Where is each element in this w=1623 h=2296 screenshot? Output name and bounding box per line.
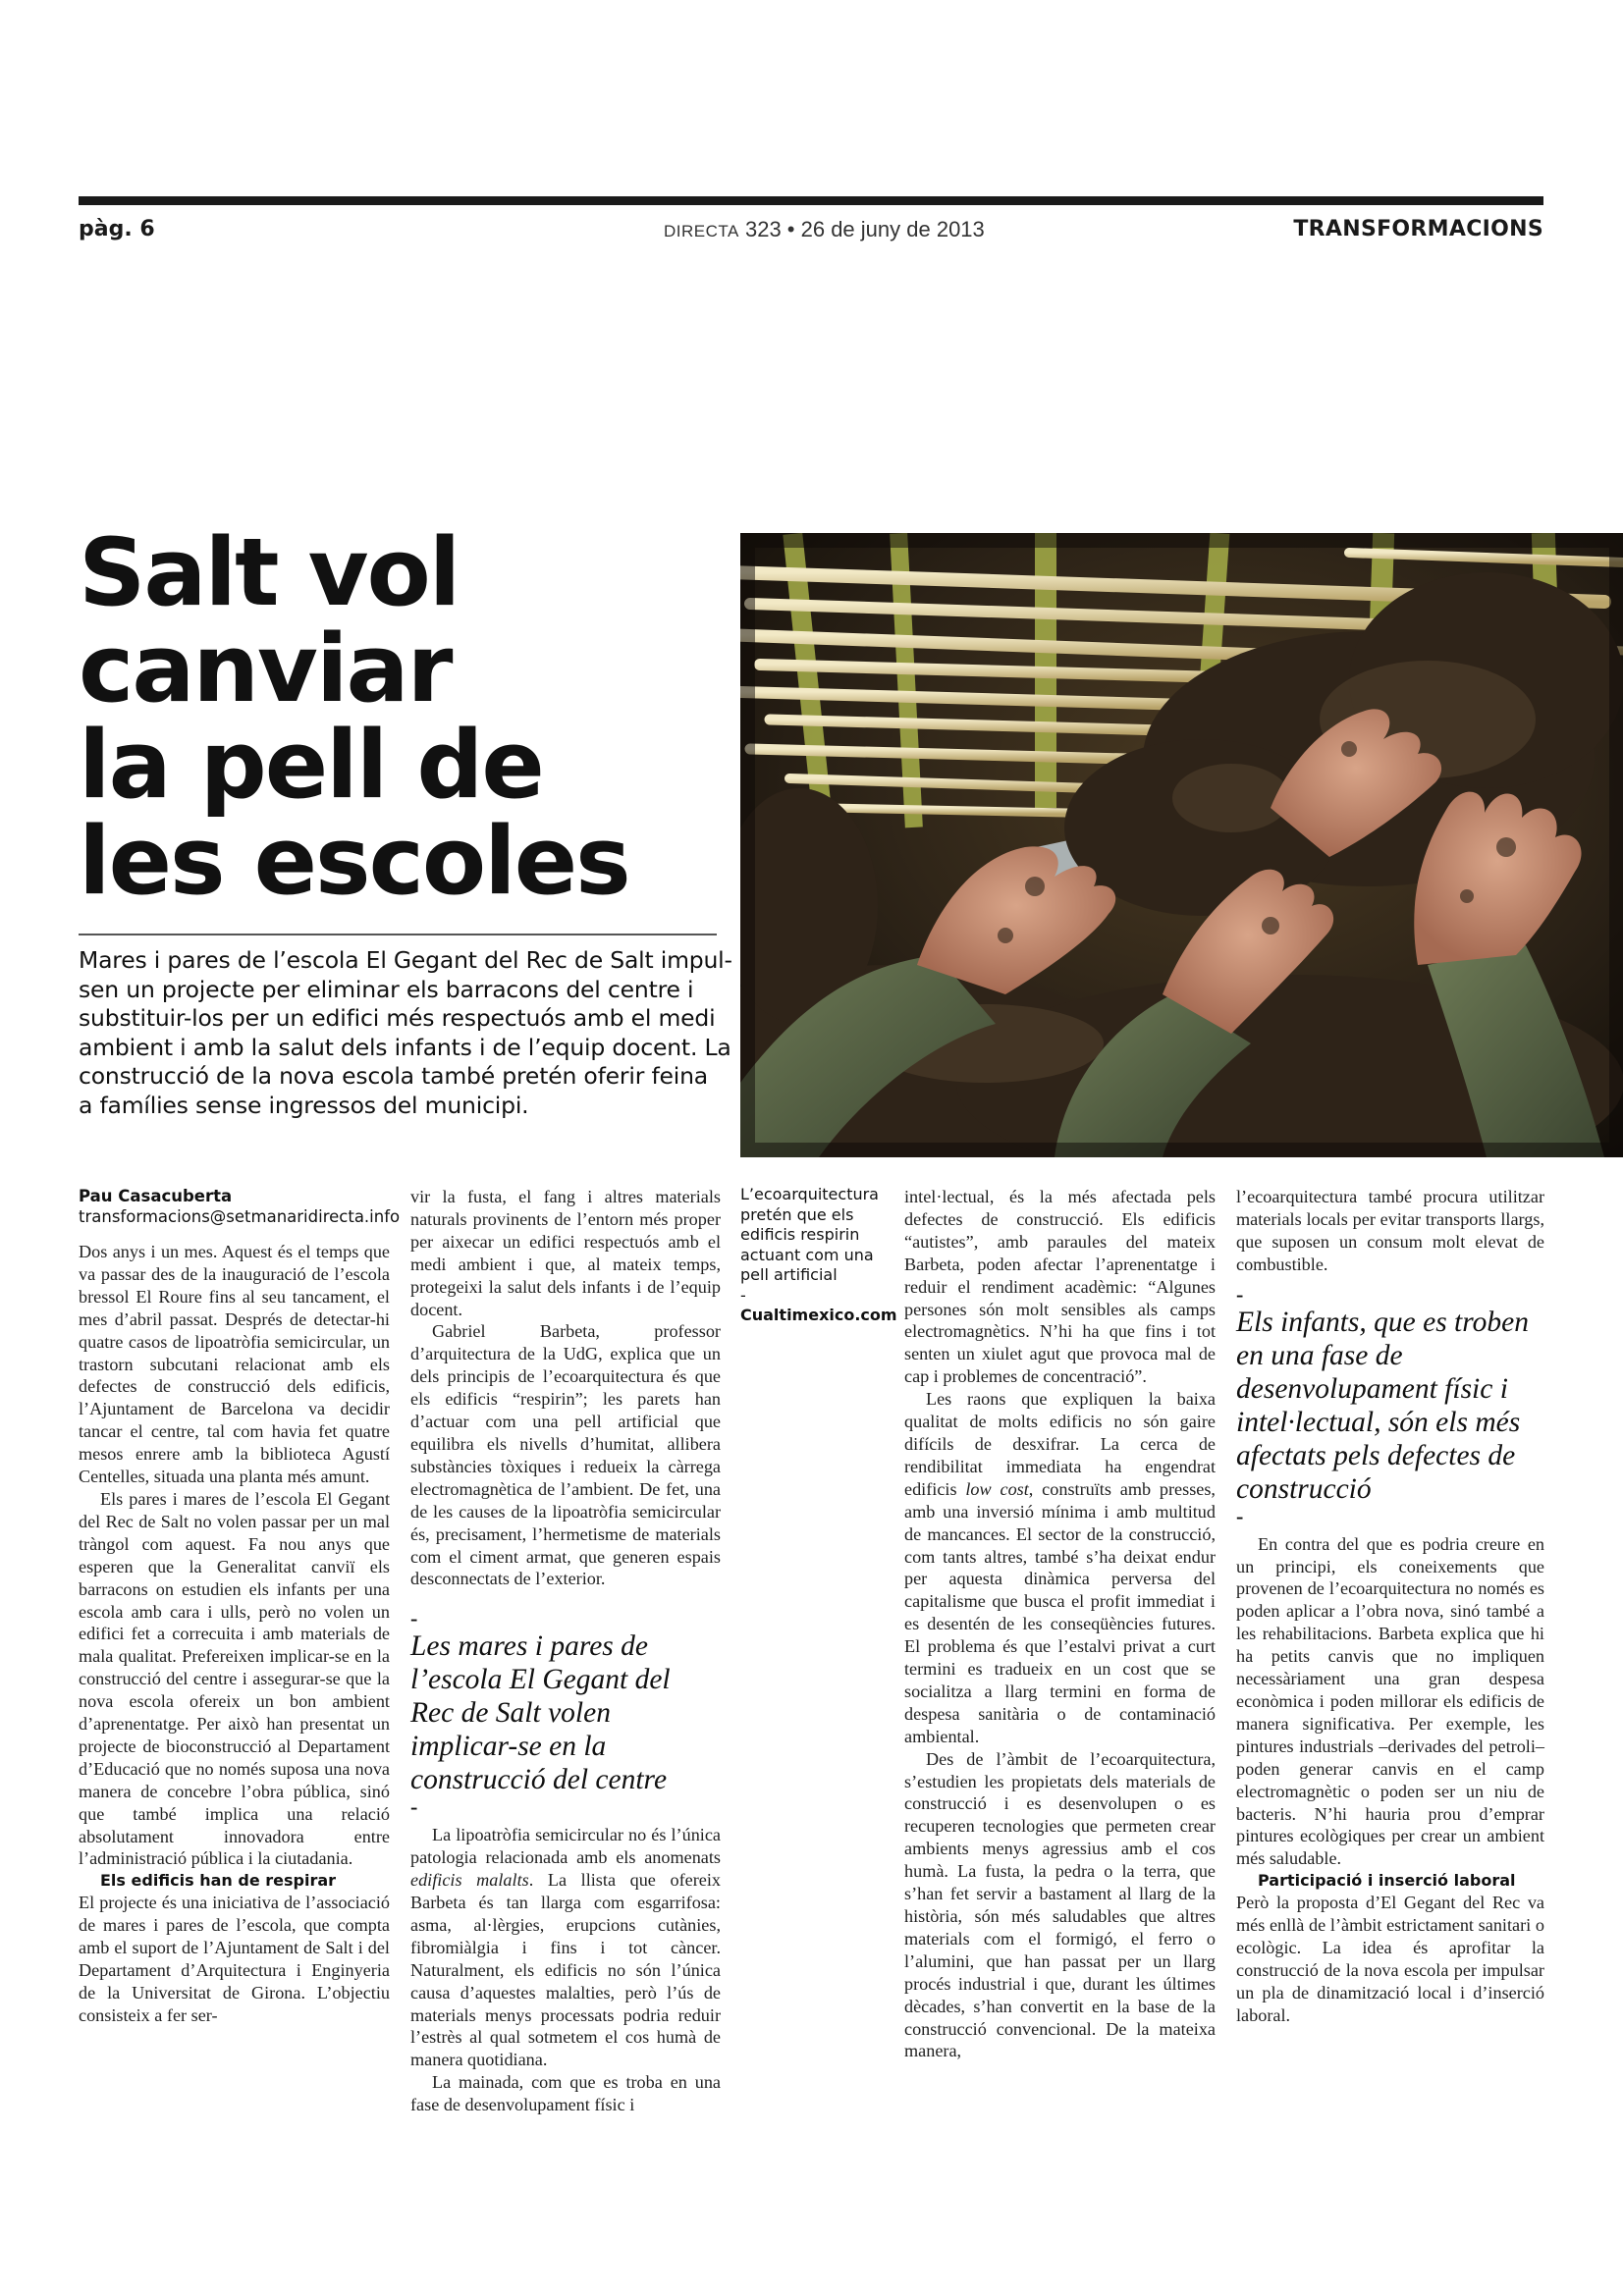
paragraph: Des de l’àmbit de l’ecoarquitectura, s’estudien les propietats dels materials de construcció i es desenvolupen o es recuperen tecnologies que permeten crear ambients menys agressius amb el cos humà. La fusta, la pedra o la terra, que s’han fet servir a bastament al llarg de la història, són més saludables que altres materials com el formigó, el ferro o l’alumini, que han passat per un llarg procés industrial i que, durant les últimes dècades, s’han convertit en la base de la construcció convencional. De la mateixa manera,: [904, 1748, 1216, 2061]
standfirst-line: substituir-los per un edifici més respectuós amb el medi: [79, 1004, 716, 1032]
pull-quote-dash: -: [1236, 1281, 1244, 1307]
standfirst: [79, 946, 732, 1120]
title-line: les escoles: [79, 808, 629, 916]
standfirst-line: ambient i amb la salut dels infants i de l’equip docent. La: [79, 1033, 731, 1061]
pull-quote: [1236, 1281, 1544, 1528]
emphasis: low cost: [965, 1478, 1029, 1499]
pull-quote: [410, 1608, 721, 1818]
article-title: [79, 519, 727, 916]
standfirst-line: Mares i pares de l’escola El Gegant del Rec de Salt impul-: [79, 946, 732, 974]
title-line: Salt vol: [79, 519, 460, 627]
column-3: [904, 1186, 1216, 2062]
subheading: Participació i inserció laboral: [1258, 1871, 1516, 1891]
issue-line: [664, 216, 985, 245]
paragraph: El projecte és una iniciativa de l’associació de mares i pares de l’escola, que compta amb el suport de l’Ajuntament de Salt i del Departament d’Arquitectura i Enginyeria de la Universitat de Girona. L’objectiu consisteix a fer ser-: [79, 1893, 390, 2025]
standfirst-line: sen un projecte per eliminar els barracons del centre i: [79, 975, 694, 1003]
page-number: pàg. 6: [79, 217, 155, 241]
paragraph: Però la proposta d’El Gegant del Rec va més enllà de l’àmbit estrictament sanitari o ecològic. La idea és aprofitar la construcció de la nova escola per impulsar un pla de dinamització local i d’inserció laboral.: [1236, 1893, 1544, 2025]
mud-and-bamboo-photo: [740, 533, 1623, 1157]
pull-quote-text: Les mares i pares de l’escola El Gegant del Rec de Salt volen implicar-se en la construcció del centre: [410, 1630, 671, 1796]
column-1: [79, 1186, 401, 2027]
paragraph-text: . La llista que ofereix Barbeta és tan llarga com esgarrifosa: asma, al·lèrgies, erupcions cutànies, fibromiàlgia i fins i tot càncer. Naturalment, els edificis no són l’única causa d’aquestes malalties, però l’ús de materials menys processats podria reduir l’estrès al qual sotmetem el cos humà de manera quotidiana.: [410, 1870, 721, 2070]
subheading: Els edificis han de respirar: [100, 1871, 337, 1891]
caption-text: L’ecoarquitectura pretén que els edificis respirin actuant com una pell artificial: [740, 1185, 879, 1284]
publication-name: DIRECTA: [664, 222, 739, 240]
author-email: transformacions@setmanaridirecta.info: [79, 1207, 401, 1226]
paragraph: Els pares i mares de l’escola El Gegant del Rec de Salt no volen passar per un mal tràngol com aquest. Fa nou anys que esperen que la Generalitat canviï els barracons on estudien els infants per una escola amb cara i ulls, però no volen un edifici fet a correcuita i amb materials de mala qualitat. Prefereixen implicar-se en la construcció del centre i assegurar-se que la nova escola ofereix un bon ambient d’aprenentatge. Per això han presentat un projecte de bioconstrucció al Departament d’Educació que no només suposa una nova manera de concebre l’obra pública, sinó que també implica una relació absolutament innovadora entre l’administració pública i la ciutadania.: [79, 1488, 390, 1869]
paragraph: [904, 1388, 1216, 1748]
paragraph: intel·lectual, és la més afectada pels defectes de construcció. Els edificis “autistes”, amb paraules del mateix Barbeta, poden afectar l’aprenentatge i reduir el rendiment acadèmic: “Algunes persones són molt sensibles als camps electromagnètics. N’hi ha que fins i tot senten un xiulet agut que provoca mal de cap i problemes de concentració”.: [904, 1187, 1216, 1387]
author-name: Pau Casacuberta: [79, 1187, 233, 1205]
caption-dash: -: [740, 1285, 746, 1305]
paragraph: En contra del que es podria creure en un principi, els coneixements que provenen de l’ecoarquitectura no només es poden aplicar a l’obra nova, sinó també a les rehabilitacions. Barbeta explica que hi ha petits canvis que no impliquen necessàriament una gran despesa econòmica i poden millorar els edificis de manera significativa. Per exemple, les pintures industrials –derivades del petroli– poden generar canvis en el camp electromagnètic o poden ser un niu de bacteris. N’hi hauria prou d’emprar pintures ecològiques per crear un ambient més saludable.: [1236, 1533, 1544, 1869]
paragraph: vir la fusta, el fang i altres materials naturals provinents de l’entorn més proper per aixecar un edifici respectuós amb el medi ambient i que, al mateix temps, protegeixi la salut dels infants i de l’equip docent.: [410, 1187, 721, 1319]
column-4: [1236, 1186, 1544, 2027]
byline: [79, 1186, 401, 1227]
title-line: canviar: [79, 615, 452, 723]
title-line: la pell de: [79, 712, 543, 820]
standfirst-line: construcció de la nova escola també pretén oferir feina: [79, 1062, 709, 1090]
section-name: TRANSFORMACIONS: [1293, 217, 1543, 241]
column-2: [410, 1186, 721, 2116]
article-photo: [740, 533, 1623, 1157]
pull-quote-dash: -: [410, 1794, 418, 1820]
photo-credit: Cualtimexico.com: [740, 1306, 897, 1324]
pull-quote-dash: -: [1236, 1503, 1244, 1528]
pull-quote-text: Els infants, que es troben en una fase de desenvolupament físic i intel·lectual, són els més afectats pels defectes de construcció: [1236, 1306, 1529, 1505]
emphasis: edificis malalts: [410, 1870, 529, 1891]
paragraph: La mainada, com que es troba en una fase de desenvolupament físic i: [410, 2072, 721, 2115]
issue-date: 323 • 26 de juny de 2013: [744, 217, 985, 241]
paragraph-text: Les raons que expliquen la baixa qualitat de molts edificis no són gaire difícils de desxifrar. La cerca de rendibilitat immediata ha engendrat edificis: [904, 1389, 1216, 1499]
photo-caption: [740, 1185, 897, 1326]
pull-quote-dash: -: [410, 1606, 418, 1631]
paragraph-text: La lipoatròfia semicircular no és l’única patologia relacionada amb els anomenats: [410, 1825, 721, 1868]
paragraph: Dos anys i un mes. Aquest és el temps que va passar des de la inauguració de l’escola bressol El Roure fins al seu tancament, el mes d’abril passat. Després de detectar-hi quatre casos de lipoatròfia semicircular, un trastorn subcutani relacionat amb els defectes de construcció dels edificis, l’Ajuntament de Barcelona va decidir tancar el centre, tal com havia fet quatre mesos enrere amb la biblioteca Agustí Centelles, situada una planta més amunt.: [79, 1242, 390, 1487]
paragraph: Gabriel Barbeta, professor d’arquitectura de la UdG, explica que un dels principis de l’ecoarquitectura és que els edificis “respirin”; les parets han d’actuar com una pell artificial que equilibra els nivells d’humitat, allibera substàncies tòxiques i redueix la càrrega electromagnètica de l’ambient. De fet, una de les causes de la lipoatròfia semicircular és, precisament, l’hermetisme de materials com el ciment armat, que generen espais desconnectats de l’exterior.: [410, 1321, 721, 1589]
title-rule: [79, 934, 717, 935]
standfirst-line: a famílies sense ingressos del municipi.: [79, 1091, 529, 1119]
paragraph-text: , construïts amb presses, amb una inversió mínima i amb multitud de mancances. El sector de la construcció, com tants altres, també s’ha deixat endur per aquesta dinàmica perversa del capitalisme que busca el profit immediat i es desentén de les conseqüències futures. El problema és que l’estalvi privat a curt termini es tradueix en un cost que se socialitza a llarg termini en forma de despesa sanitària o de contaminació ambiental.: [904, 1478, 1216, 1746]
paragraph: [410, 1824, 721, 2071]
header-rule: [79, 196, 1543, 205]
paragraph: l’ecoarquitectura també procura utilitzar materials locals per evitar transports llargs, que suposen un consum molt elevat de combustible.: [1236, 1187, 1544, 1274]
